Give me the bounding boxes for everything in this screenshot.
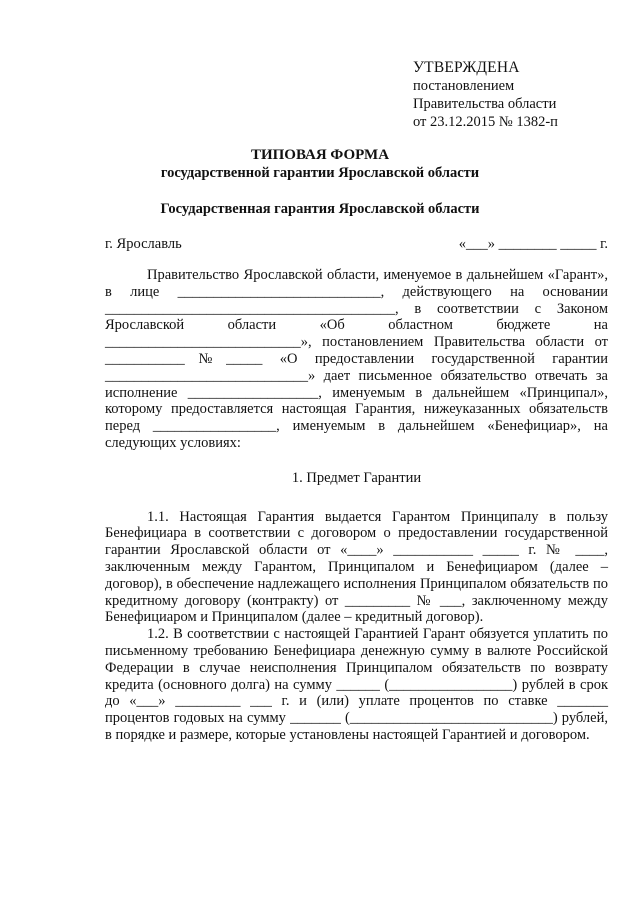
approval-line-2: Правительства области	[413, 96, 557, 112]
approval-line-1: постановлением	[413, 78, 515, 94]
document-title: Государственная гарантия Ярославской области	[160, 201, 480, 217]
approval-stamp	[413, 59, 558, 131]
section-heading: 1. Предмет Гарантии	[291, 469, 422, 486]
document-heading	[0, 146, 640, 218]
form-title: ТИПОВАЯ ФОРМА	[250, 147, 390, 163]
city: г. Ярославль	[105, 236, 182, 252]
date-blank: «___» ________ _____ г.	[458, 236, 608, 252]
approval-title: УТВЕРЖДЕНА	[413, 59, 520, 76]
approval-line-3: от 23.12.2015 № 1382-п	[413, 114, 558, 130]
clause-1-1: 1.1. Настоящая Гарантия выдается Гарантом Принципалу в пользу Бенефициара в соответствии с договором о предоставлении государственной гарантии Ярославской области от «____» ___________ _____ г. № ____, заключенным между Гарантом, Принципалом и Бенефициаром (далее – договор), в обеспечение надлежащего исполнения Принципалом обязательств по кредитному договору (контракту) от _________ № ___, заключенному между Бенефициаром и Принципалом (далее – кредитный договор).	[105, 508, 608, 626]
clause-1-2: 1.2. В соответствии с настоящей Гарантией Гарант обязуется уплатить по письменному требованию Бенефициара денежную сумму в валюте Российской Федерации в случае неисполнения Принципалом обязательств по возврату кредита (основного долга) на сумму ______ (_________________) рублей в срок до «___» _________ ___ г. и (или) уплате процентов по ставке _______ процентов годовых на сумму _______ (____________________________) рублей, в порядке и размере, которые установлены настоящей Гарантией и договором.	[105, 626, 608, 743]
form-subtitle: государственной гарантии Ярославской области	[160, 165, 480, 181]
document-body	[105, 267, 608, 744]
intro-paragraph: Правительство Ярославской области, именуемое в дальнейшем «Гарант», в лице ____________________________, действующего на основании ________________________________________, в соответствии с Законом Ярославской области «Об областном бюджете на ___________________________», постановлением Правительства области от ___________№_____ «О предоставлении государственной гарантии ____________________________» дает письменное обязательство отвечать за исполнение __________________, именуемым в дальнейшем «Принципал», которому предоставляется настоящая Гарантия, нижеуказанных обязательств перед _________________, именуемым в дальнейшем «Бенефициар», на следующих условиях:	[105, 267, 608, 451]
